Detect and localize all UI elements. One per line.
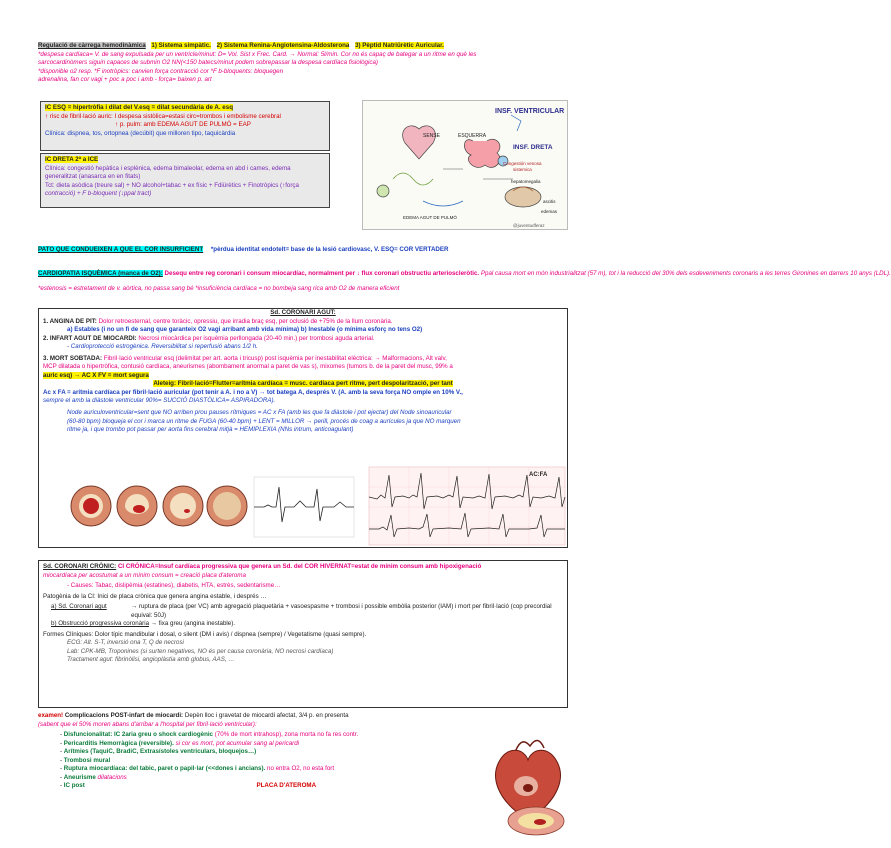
compl-item: - Pericarditis Hemorràgica (reversible). si cor es mort, pot acumular sang al pericardi bbox=[60, 739, 300, 747]
agut-item-2-text: Necrosi miocàrdica per isquèmia perllongada (20-40 min.) per trombosi aguda arterial. bbox=[138, 334, 375, 342]
ic-dreta-box bbox=[40, 153, 330, 208]
ecg-small bbox=[254, 477, 354, 537]
compl-examen: examen! bbox=[38, 712, 64, 719]
compl-item: - Aneurisme dilatacions bbox=[60, 773, 127, 781]
header-system-1: 1) Sistema simpàtic. bbox=[151, 42, 211, 49]
compl-title: Complicacions POST-infart de miocardi: bbox=[64, 712, 184, 719]
cronic-item-b bbox=[43, 620, 563, 629]
header-system-3: 3) Pèptid Natriürètic Auricular. bbox=[355, 42, 444, 49]
agut-item-2a: - Cardioprotecció estrogènica. Reversibilitat si reperfusió abans 1/2 h. bbox=[67, 343, 258, 351]
cronic-formes: Formes Clíniques: Dolor típic mandibular i dosal, o silent (DM i avis) / dispnea (sempre) / Vegetatisme (quasi sempre). bbox=[43, 630, 367, 638]
ic-dreta-line-1: Clínica: congestió hepàtica i esplènica, edema bimaleolar, edema en abd i cames, edema bbox=[45, 164, 291, 172]
agut-item-3-line-2: MCP dilatada o hipertròfica, contusió cardíaca, aneurismes (abombament anormal a paret de vas s), mixomes (tumors b. de la paret del musc, 99% a bbox=[43, 363, 453, 371]
header-line-2: sarcocardinòmers siguin capaces de submin O2 NN(<150 batecs/minut podem sobrepassar la despesa cardíaca fisiològica) bbox=[38, 59, 378, 67]
ic-esq-box bbox=[40, 101, 330, 151]
ic-dreta-line-2: generalitzat (anasarca en en fitats) bbox=[45, 173, 141, 181]
sd-coronari-agut-box bbox=[38, 308, 568, 548]
agut-acfa-2: sempre el amb la diàstole ventricular 90%= SUCCIÓ DIASTÒLICA= ASPIRADORA). bbox=[43, 397, 276, 405]
pato-line bbox=[38, 246, 568, 255]
header-title: Regulació de càrrega hemodinàmica bbox=[38, 42, 146, 49]
sketch-label-congestion: Congestión venosa bbox=[503, 161, 542, 166]
heart-failure-sketch-svg bbox=[363, 101, 569, 231]
ic-dreta-line-3: Tct: dieta asòdica (treure sal) + NO alcohol+tabac + ex físic + Fdiürètics + Finotròpics (↑força bbox=[45, 181, 299, 189]
header-system-2: 2) Sistema Renina-Angiotensina-Aldosterona bbox=[216, 42, 350, 49]
sketch-title-2: INSF. DRETA bbox=[513, 144, 553, 151]
sketch-label-sistemica: sistemica bbox=[513, 167, 532, 172]
ecg-acfa-label: AC:FA bbox=[529, 472, 548, 478]
ic-esq-line-3: Clínica: dispnea, tos, ortopnea (decúbit) que milloren tipo, taquicàrdia bbox=[45, 129, 236, 137]
pato-note: *pèrdua identitat endotelt= base de la lesió cardiovasc, V. ESQ= COR VERTADER bbox=[210, 246, 449, 253]
sketch-title-1: INSF. VENTRICULAR bbox=[495, 108, 565, 115]
cronic-item-a-label: a) Sd. Coronari agut bbox=[51, 603, 107, 611]
ic-esq-title: IC ESQ = hipertròfia i dilat del V.esq = dilat secundària de A. esq bbox=[45, 104, 233, 111]
ic-esq-line-2: ↑ p. pulm: amb EDEMA AGUT DE PULMÓ = EAP bbox=[115, 121, 251, 129]
isquemica-line-2: Ppal causa mort en món industrialitzat (57 m), tot i la reducció del 30% dels esdeveniments coronaris a les terres Gironines en darrers 10 anys (LDL). bbox=[480, 270, 891, 277]
cronic-title: Sd. CORONARI CRÒNIC: bbox=[43, 563, 117, 570]
cronic-desc-2: miocardíaca per acostumat a un mínim consum = creació placa d'ateroma bbox=[43, 571, 246, 579]
sd-coronari-cronic-box bbox=[38, 560, 568, 708]
agut-item-2-label: 2. INFART AGUT DE MIOCARDI: bbox=[43, 334, 137, 342]
cronic-ecg: ECG: Alt. S-T, inversió ona T, Q de necrosi bbox=[67, 639, 184, 647]
sketch-label-esquerra: ESQUERRA bbox=[458, 133, 487, 139]
cronic-item-b-text: → fixa greu (angina inestable). bbox=[150, 620, 236, 628]
ic-dreta-title: IC DRETA 2ª a ICE bbox=[45, 156, 99, 163]
cronic-causes: - Causes: Tabac, dislipèmia (estatines), diabetis, HTA, estrès, sedentarisme… bbox=[67, 582, 281, 590]
pato-title: PATO QUE CONDUEIXEN A QUE EL COR INSURFICIENT bbox=[38, 246, 204, 253]
ecg-acfa bbox=[369, 467, 565, 545]
artery-cross-sections bbox=[69, 471, 249, 541]
header-block bbox=[38, 42, 568, 85]
isquemica-block bbox=[38, 270, 891, 293]
agut-title: Sd. CORONARI AGUT: bbox=[270, 309, 336, 316]
agut-item-1a: a) Estables (i no un fi de sang que garanteix O2 vagi arribant amb vida mínima) b) Inestable (o mínima esforç no tens O2) bbox=[67, 326, 423, 334]
sketch-label-hepatomegalia: hepatomegalia bbox=[511, 179, 541, 184]
cronic-lab: Lab: CPK-MB, Troponines (si surten negatives, NO és per causa coronària, NO necrosi cardíaca) bbox=[67, 647, 334, 655]
cronic-tract: Tractament agut: fibrinòlisi, angioplàstia amb globus, AAS, … bbox=[67, 656, 235, 664]
compl-item: - Disfuncionalitat: IC 2aria greu o shock cardiogènic (70% de mort intrahosp), zona morta no fa res contr. bbox=[60, 731, 359, 739]
agut-item-3-line-3: auric esq) → AC X FV = mort segura bbox=[43, 371, 149, 379]
agut-node-3: ritme ja, i que trombo pot passar per aorta fins cerebral mitjà = HEMIPLEXIA (NNs intrum, anticoagulant) bbox=[67, 426, 354, 434]
compl-list bbox=[38, 731, 478, 791]
agut-acfa-1: Ac x FA = arítmia cardíaca per fibril·lació auricular (pot tenir a A. i no a V) → tot batega A, després V. (A. amb la seva força NO omple en 10% V., bbox=[43, 388, 463, 396]
compl-item: - Ruptura miocardíaca: del tabic, paret o papil·lar (<<dones i ancians). no entra O2, no esta fort bbox=[60, 765, 335, 773]
complicacions-block bbox=[38, 712, 478, 791]
compl-item: - Trombosi mural bbox=[60, 756, 111, 764]
agut-item-3-text: Fibril·lació ventricular esq (delimitat per art. aorta i tricusp) post isquèmia per inestabilitat elèctrica: → Malformacions, Alt valv, bbox=[103, 354, 447, 362]
compl-note: (sabent que el 50% moren abans d'arribar a l'hospital per fibril·lació ventricular): bbox=[38, 720, 257, 728]
sketch-label-sens: SENSE bbox=[423, 133, 440, 139]
compl-placa-label: PLACA D'ATEROMA bbox=[256, 782, 317, 790]
agut-aleteig: Aleteig: Fibril·lació=Flutter=arítmia cardíaca = musc. cardíaca pert ritme, pert despolarització, per tant bbox=[153, 380, 453, 388]
ic-esq-line-1: ↑ risc de fibril·lació auric: I despesa sistòlica=estasi circ=trombos i embolisme cerebral bbox=[45, 112, 281, 120]
header-line-4: adrenalina, fan cor vagi + poc a poc i amb - força= baixen p. art bbox=[38, 76, 212, 84]
cronic-item-a-text: → ruptura de placa (per VC) amb agregació plaquetària + vasoespasme + trombosi i possible embòlia posterior (IAM) i mort per fibril·lació (cop precordial equival: 50J) bbox=[131, 603, 552, 619]
cronic-desc: CI CRÒNICA=Insuf cardíaca progressiva que genera un Sd. del COR HIVERNAT=estat de mínim consum amb hipoxigenació bbox=[117, 563, 482, 570]
compl-item: - IC post PLACA D'ATEROMA bbox=[60, 782, 317, 790]
cronic-item-b-label: b) Obstrucció progressiva coronària bbox=[51, 620, 150, 628]
sketch-label-ascitis: ascitis bbox=[543, 199, 556, 204]
cronic-pato: Patogènia de la CI: Inici de placa crònica que genera angina estable, i després … bbox=[43, 592, 267, 600]
agut-item-1-text: Dolor retroesternal, centre toràcic, opressiu, que irradia braç esq, per oclusió de +75% de la llum coronària. bbox=[98, 317, 393, 325]
isquemica-line-3: *estenosis = estretament de v. aòrtica, no passa sang bé *insuficiència cardíaca = no bombeja sang rica amb O2 de manera eficient bbox=[38, 284, 400, 292]
compl-item: - Arítmies (TaquiC, BradiC, Extrasístoles ventriculars, bloquejos…) bbox=[60, 748, 257, 756]
header-line-3: *disponible o2 resp. *F inotròpics: canvien força contracció cor *F b-bloquents: bloquegen bbox=[38, 67, 284, 75]
agut-node-2: (60-80 bpm) bloqueja el cor i marca un ritme de FUGA (60-40 bpm) + LENT = MILLOR → perill, procés de coag a aurícules ja que NO marquen bbox=[67, 417, 461, 425]
atheroma-plaque-illustration bbox=[506, 804, 566, 838]
sketch-credit: @juventudferaz bbox=[513, 223, 545, 228]
sketch-label-edema: EDEMA AGUT DE PULMÓ bbox=[403, 215, 457, 220]
compl-desc: Depèn lloc i gravetat de miocardi afectat, 3/4 p. en presenta bbox=[184, 712, 349, 719]
agut-node-1: Node auriculoventricular=sent que NO arriben prou pauses rítmiques = AC x FA (amb les que fa diàstole i pot ejectar) del Node sinoauricular bbox=[67, 409, 452, 417]
sketch-label-edemas: edemas bbox=[541, 209, 558, 214]
header-line-1: *despesa cardíaca= V. de sang expulsada per un ventricle/minut: D= Vol. Sist x Frec. Card. → Normal: 5l/min. Cor no és capaç de bategar a un ritme en què les bbox=[38, 50, 477, 58]
agut-item-3-label: 3. MORT SOBTADA: bbox=[43, 354, 103, 362]
agut-item-1-label: 1. ANGINA DE PIT: bbox=[43, 317, 97, 325]
ic-dreta-line-4: contracció) + F b-bloquent (↓ppal tract) bbox=[45, 190, 152, 198]
isquemica-desc: Desequ entre reg coronari i consum miocardíac, normalment per ↓ flux coronari obstructiu arterioscleròtic. bbox=[164, 270, 480, 277]
isquemica-title: CARDIOPATIA ISQUÈMICA (manca de O2): bbox=[38, 270, 163, 277]
cronic-item-a bbox=[43, 603, 563, 620]
heart-failure-sketch bbox=[362, 100, 568, 230]
